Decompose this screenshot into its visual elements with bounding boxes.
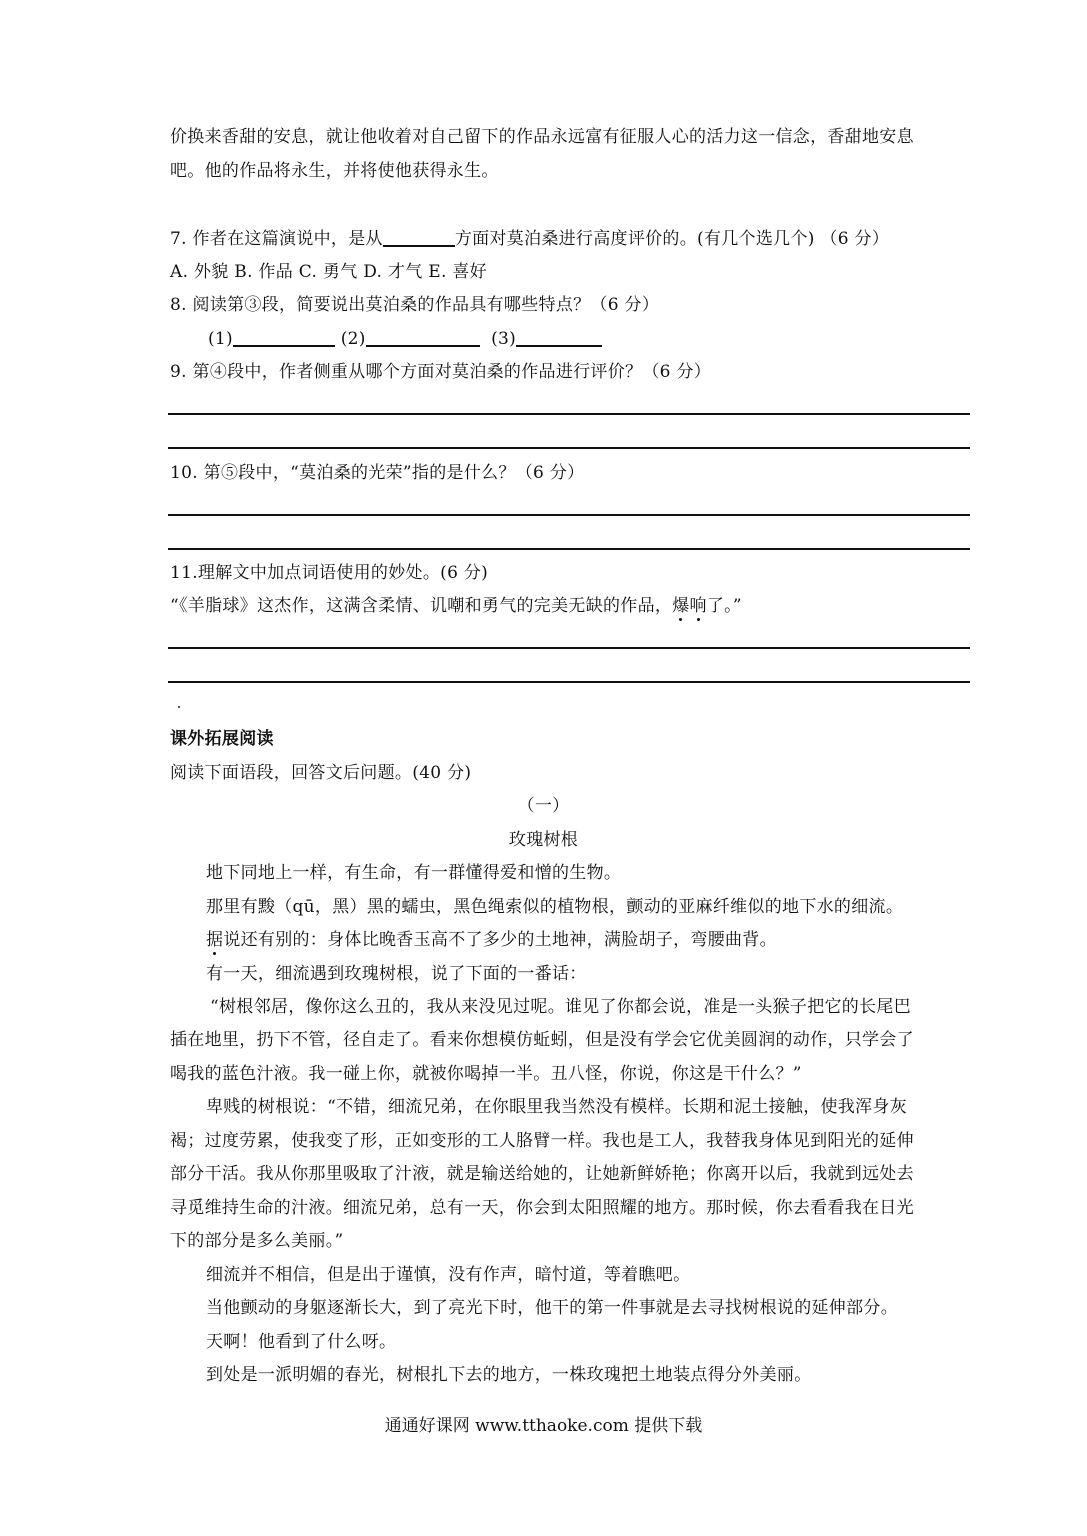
page-footer: 通通好课网 www.tthaoke.com 提供下载 <box>384 1416 703 1436</box>
paragraph-9: 天啊！他看到了什么呀。 <box>206 1332 397 1352</box>
question-7-options: A. 外貌 B. 作品 C. 勇气 D. 才气 E. 喜好 <box>170 262 487 282</box>
question-11-quote-end: 了。” <box>706 596 742 616</box>
question-8-label-3: (3) <box>491 329 517 349</box>
question-10-answer-line-1[interactable] <box>168 514 970 516</box>
question-11-answer-line-1[interactable] <box>168 647 970 649</box>
emphasis-dotted-char: 爆 <box>672 596 690 616</box>
question-9: 9. 第④段中，作者侧重从哪个方面对莫泊桑的作品进行评价？（6 分） <box>170 362 712 382</box>
paragraph-5-line-2: 插在地里，扔下不管，径自走了。看来你想模仿蚯蚓，但是没有学会它优美圆润的动作，只学会了 <box>170 1030 914 1050</box>
question-10: 10. 第⑤段中，“莫泊桑的光荣”指的是什么？（6 分） <box>170 463 585 483</box>
question-8: 8. 阅读第③段，简要说出莫泊桑的作品具有哪些特点？（6 分） <box>170 295 660 315</box>
paragraph-6-line-1: 卑贱的树根说：“不错，细流兄弟，在你眼里我当然没有模样。长期和泥土接触，使我浑身灰 <box>206 1097 907 1117</box>
paragraph-3-text: 说还有别的：身体比晚香玉高不了多少的土地神，满脸胡子，弯腰曲背。 <box>223 930 777 950</box>
paragraph-6-line-3: 部分干活。我从你那里吸取了汁液，就是输送给她的，让她新鲜娇艳；你离开以后，我就到远处去 <box>170 1164 914 1184</box>
paragraph-8: 当他颤动的身躯逐渐长大，到了亮光下时，他干的第一件事就是去寻找树根说的延伸部分。 <box>206 1298 898 1318</box>
question-8-blanks <box>208 327 1008 350</box>
emphasis-dotted-char: 响 <box>689 596 707 616</box>
question-9-answer-line-1[interactable] <box>168 413 970 415</box>
question-7 <box>170 227 970 250</box>
question-8-label-2: (2) <box>340 329 366 349</box>
question-11-quote-text: “《羊脂球》这杰作，这满含柔情、讥嘲和勇气的完美无缺的作品， <box>170 596 673 616</box>
question-7-answer-blank[interactable] <box>383 227 455 247</box>
question-9-answer-line-2[interactable] <box>168 447 970 449</box>
section-instruction: 阅读下面语段，回答文后问题。(40 分) <box>170 763 472 783</box>
question-7-prefix: 7. 作者在这篇演说中，是从 <box>170 229 383 249</box>
question-10-answer-line-2[interactable] <box>168 548 970 550</box>
question-11: 11.理解文中加点词语使用的妙处。(6 分) <box>170 563 489 583</box>
paragraph-5-line-3: 喝我的蓝色汁液。我一碰上你，就被你喝掉一半。丑八怪，你说，你这是干什么？” <box>170 1064 802 1084</box>
paragraph-4: 有一天，细流遇到玫瑰树根，说了下面的一番话： <box>206 964 587 984</box>
paragraph-1: 地下同地上一样，有生命，有一群懂得爱和憎的生物。 <box>206 863 622 883</box>
intro-line-1: 价换来香甜的安息，就让他收着对自己留下的作品永远富有征服人心的活力这一信念，香甜地安息 <box>170 127 914 147</box>
paragraph-6-line-5: 下的部分是多么美丽。” <box>170 1231 344 1251</box>
scan-speck <box>178 706 180 708</box>
intro-line-2: 吧。他的作品将永生，并将使他获得永生。 <box>170 161 499 181</box>
paragraph-3 <box>206 929 970 951</box>
paragraph-6-line-2: 褐；过度劳累，使我变了形，正如变形的工人胳臂一样。我也是工人，我替我身体见到阳光的延伸 <box>170 1131 914 1151</box>
paragraph-7: 细流并不相信，但是出于谨慎，没有作声，暗忖道，等着瞧吧。 <box>206 1265 691 1285</box>
question-11-answer-line-2[interactable] <box>168 681 970 683</box>
section-heading: 课外拓展阅读 <box>170 729 274 749</box>
paragraph-5-line-1: “树根邻居，像你这么丑的，我从来没见过呢。谁见了你都会说，准是一头猴子把它的长尾巴 <box>210 997 911 1017</box>
question-8-blank-1[interactable] <box>233 327 335 347</box>
question-7-suffix: 方面对莫泊桑进行高度评价的。(有几个选几个) （6 分） <box>454 229 890 249</box>
passage-number: （一） <box>517 796 570 816</box>
question-11-quote <box>170 595 970 617</box>
question-8-blank-3[interactable] <box>516 327 602 347</box>
paragraph-2: 那里有黢（qū，黑）黑的蠕虫，黑色绳索似的植物根，颤动的亚麻纤维似的地下水的细流。 <box>206 897 904 917</box>
passage-title: 玫瑰树根 <box>508 830 579 850</box>
question-8-blank-2[interactable] <box>366 327 480 347</box>
emphasis-dotted-char: 据 <box>206 930 224 950</box>
paragraph-10: 到处是一派明媚的春光，树根扎下去的地方，一株玫瑰把土地装点得分外美丽。 <box>206 1365 812 1385</box>
paragraph-6-line-4: 寻觅维持生命的汁液。细流兄弟，总有一天，你会到太阳照耀的地方。那时候，你去看看我在日光 <box>170 1198 914 1218</box>
question-8-label-1: (1) <box>208 329 233 349</box>
